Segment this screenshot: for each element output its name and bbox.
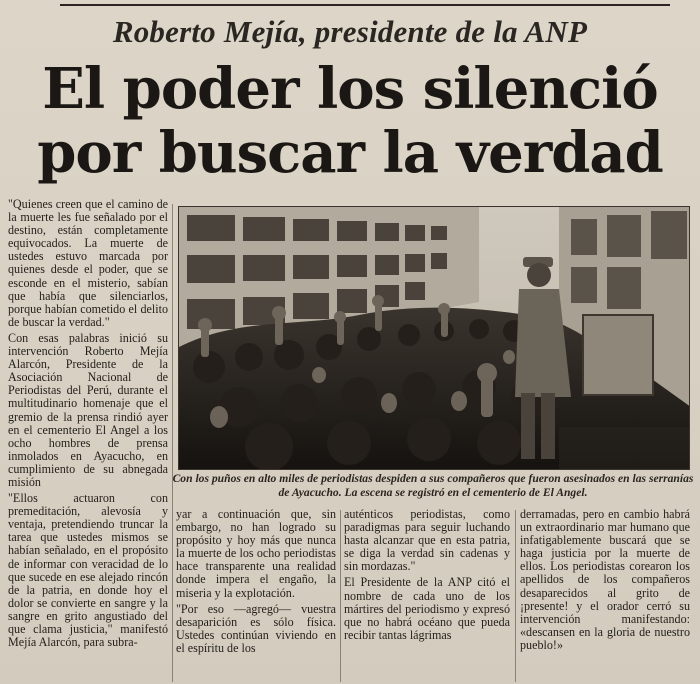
- column-2-paragraph-2: "Por eso —agregó— vuestra desaparición es sólo física. Ustedes continúan viviendo en el espíritu de los: [176, 601, 336, 655]
- column-1: [8, 198, 168, 682]
- column-divider-1: [172, 204, 173, 682]
- column-3-paragraph-1: auténticos periodistas, como paradigmas para seguir luchando hasta alcanzar que en esta patria, se diga la verdad sin cadenas y sin mordazas.": [344, 508, 510, 574]
- column-1-paragraph-2: Con esas palabras inició su intervención Roberto Mejía Alarcón, Presidente de la Asociación Nacional de Periodistas del Perú, durante el multitudinario homenaje que el gremio de la prensa rindió ayer en el cementerio El Angel a los ocho hombres de prensa inmolados en Ayacucho, en cumplimiento de su abnegada misión: [8, 330, 168, 489]
- top-rule: [60, 0, 670, 6]
- column-2: [176, 508, 336, 682]
- headline-line-2: por buscar la verdad: [37, 120, 663, 186]
- headline-line-1: El poder los silenció: [42, 56, 658, 122]
- column-1-paragraph-3: "Ellos actuaron con premeditación, alevosía y ventaja, pretendiendo truncar la tarea que ustedes mismos se habían señalado, en el propósito de informar con veracidad de lo que sucede en ese alejado rincón de la patria, en donde hoy el dolor se convierte en sangre y la sangre en grito angustiado del que clama justicia," manifestó Mejía Alarcón, para subra-: [8, 491, 168, 650]
- funeral-crowd-photo: [178, 206, 690, 470]
- column-4: [520, 508, 690, 682]
- column-3-paragraph-2: El Presidente de la ANP citó el nombre de cada uno de los mártires del periodismo y expresó que no habrá océano que pueda recibir tantas lágrimas: [344, 575, 510, 642]
- column-4-paragraph-1: derramadas, pero en cambio habrá un extraordinario mar humano que infatigablemente buscará que se haga justicia por la muerte de ellos. Los periodistas corearon los apellidos de los compañeros desaparecidos al grito de ¡presente! y el orador cerró su intervención manifestando: «descansen en la gloria de nuestro pueblo!»: [520, 508, 690, 652]
- column-divider-3: [515, 510, 516, 682]
- article-kicker: Roberto Mejía, presidente de la ANP: [112, 14, 588, 49]
- column-divider-2: [340, 510, 341, 682]
- photo-caption: Con los puños en alto miles de periodistas despiden a sus compañeros que fueron asesinados en las serranías de Ayacucho. La escena se registró en el cementerio de El Angel.: [172, 472, 694, 499]
- column-2-paragraph-1: yar a continuación que, sin embargo, no han logrado su propósito y hoy más que nunca la muerte de los ocho periodistas hace transparente una realidad donde impera el engaño, la miseria y la explotación.: [176, 508, 336, 600]
- column-3: [344, 508, 510, 682]
- column-1-paragraph-1: "Quienes creen que el camino de la muerte les fue señalado por el destino, están completamente equivocados. La muerte de ustedes estuvo marcada por quienes desde el poder, que se esconde en el misterio, sabían que había que silenciarlos, porque habían cometido el delito de buscar la verdad.": [8, 198, 168, 329]
